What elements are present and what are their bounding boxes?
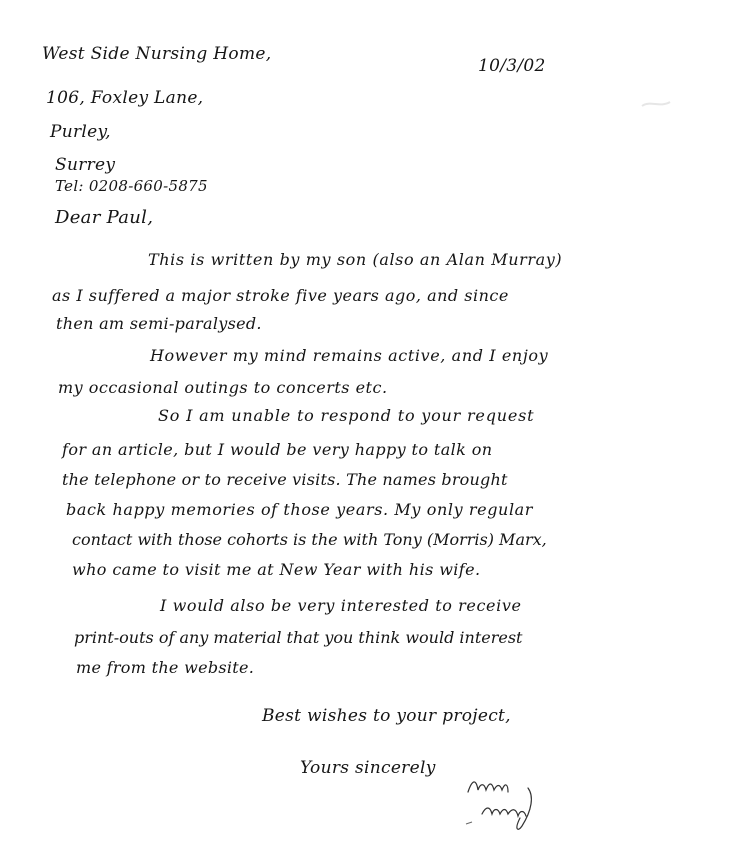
handwritten-signature [462, 770, 552, 840]
body-line-11: who came to visit me at New Year with his wife. [72, 560, 481, 579]
body-line-8: the telephone or to receive visits. The names brought [62, 470, 508, 489]
body-line-9: back happy memories of those years. My only regular [66, 500, 534, 519]
address-line-2: 106, Foxley Lane, [46, 88, 204, 108]
body-line-7: for an article, but I would be very happy to talk on [62, 440, 493, 459]
body-line-4: However my mind remains active, and I enjoy [150, 346, 549, 365]
body-line-3: then am semi-paralysed. [56, 314, 262, 333]
body-line-5: my occasional outings to concerts etc. [58, 378, 388, 397]
body-line-14: me from the website. [76, 658, 255, 677]
address-line-3: Purley, [50, 122, 111, 142]
body-line-10: contact with those cohorts is the with Tony (Morris) Marx, [72, 530, 547, 549]
body-line-13: print-outs of any material that you think would interest [74, 628, 523, 647]
address-line-1: West Side Nursing Home, [42, 44, 272, 64]
letter-date: 10/3/02 [478, 56, 546, 76]
address-telephone: Tel: 0208-660-5875 [55, 177, 208, 195]
sign-off: Yours sincerely [300, 758, 436, 778]
salutation: Dear Paul, [55, 207, 154, 228]
body-line-2: as I suffered a major stroke five years ago, and since [52, 286, 509, 305]
address-line-4: Surrey [55, 155, 116, 175]
closing: Best wishes to your project, [262, 706, 511, 726]
body-line-12: I would also be very interested to receive [160, 596, 522, 615]
body-line-6: So I am unable to respond to your request [158, 406, 535, 425]
body-line-1: This is written by my son (also an Alan Murray) [148, 250, 563, 269]
paper-smudge [640, 98, 680, 110]
